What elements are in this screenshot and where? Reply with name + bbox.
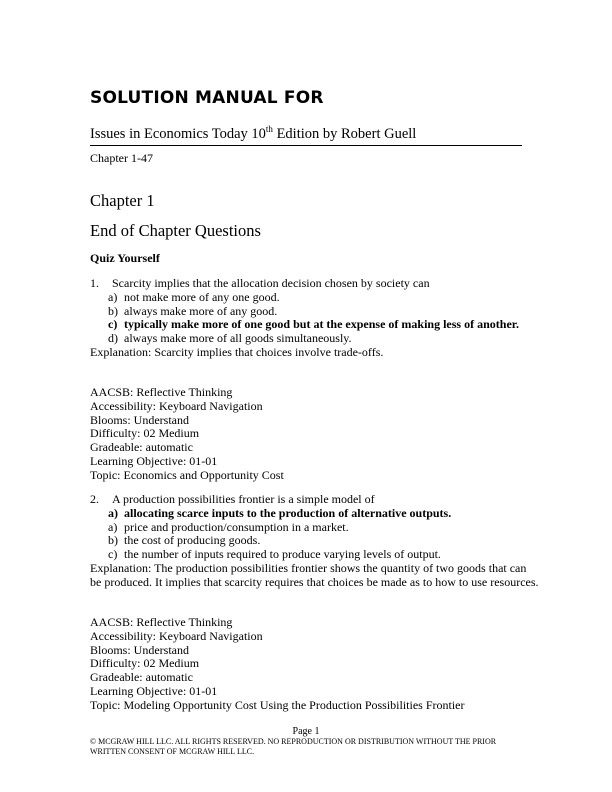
option-letter: a)	[108, 505, 118, 520]
option-text: typically make more of one good but at the expense of making less of another.	[124, 317, 519, 332]
meta-line: Accessibility: Keyboard Navigation	[90, 628, 263, 643]
meta-line: Difficulty: 02 Medium	[90, 426, 200, 441]
question-2-metadata	[90, 616, 540, 713]
question-number: 1.	[90, 276, 99, 290]
option-letter: b)	[108, 303, 118, 318]
option-text: the cost of producing goods.	[124, 533, 261, 548]
option-letter: b)	[108, 533, 118, 548]
question-1-metadata	[90, 386, 540, 483]
answer-option	[90, 291, 540, 305]
option-text: always make more of any good.	[124, 303, 278, 318]
answer-options	[90, 507, 540, 562]
question-2	[90, 493, 540, 590]
answer-option-correct	[90, 318, 540, 332]
answer-option-correct	[90, 507, 540, 521]
quiz-heading: Quiz Yourself	[90, 251, 160, 265]
option-letter: c)	[108, 317, 118, 332]
section-heading: End of Chapter Questions	[90, 221, 261, 240]
meta-line: Blooms: Understand	[90, 412, 189, 427]
meta-line: AACSB: Reflective Thinking	[90, 385, 233, 399]
meta-line: Gradeable: automatic	[90, 670, 193, 685]
chapters-range: Chapter 1-47	[90, 151, 153, 165]
meta-line: Learning Objective: 01-01	[90, 453, 218, 468]
option-letter: c)	[108, 547, 118, 562]
answer-option	[90, 548, 540, 562]
meta-line: Accessibility: Keyboard Navigation	[90, 398, 263, 413]
option-letter: a)	[108, 289, 118, 304]
answer-option	[90, 332, 540, 346]
meta-line: Blooms: Understand	[90, 642, 189, 657]
copyright-notice: © MCGRAW HILL LLC. ALL RIGHTS RESERVED. NO REPRODUCTION OR DISTRIBUTION WITHOUT THE PRIOR WRITTEN CONSENT OF MCGRAW HILL LLC.	[90, 737, 497, 756]
document-title: SOLUTION MANUAL FOR	[90, 88, 324, 108]
book-title-superscript: th	[265, 124, 273, 134]
option-text: allocating scarce inputs to the production of alternative outputs.	[124, 505, 452, 520]
meta-line: Gradeable: automatic	[90, 440, 193, 455]
answer-option	[90, 534, 540, 548]
chapter-heading: Chapter 1	[90, 191, 155, 210]
option-text: the number of inputs required to produce varying levels of output.	[124, 547, 441, 562]
meta-line: Learning Objective: 01-01	[90, 683, 218, 698]
question-1	[90, 277, 540, 360]
question-number: 2.	[90, 492, 99, 506]
meta-line: Topic: Economics and Opportunity Cost	[90, 467, 284, 482]
explanation: Explanation: Scarcity implies that choices involve trade-offs.	[90, 344, 384, 359]
meta-line: AACSB: Reflective Thinking	[90, 615, 233, 629]
question-stem	[90, 493, 540, 507]
option-text: not make more of any one good.	[124, 289, 280, 304]
option-letter: d)	[108, 331, 118, 346]
book-title-line	[90, 121, 522, 146]
option-text: price and production/consumption in a market.	[124, 519, 349, 534]
explanation: Explanation: The production possibilities frontier shows the quantity of two goods that can be produced. It implies that scarcity requires that choices be made as to how to use resources.	[90, 560, 539, 589]
page-number: Page 1	[292, 726, 320, 737]
book-title-prefix: Issues in Economics Today 10	[90, 125, 266, 142]
answer-options	[90, 291, 540, 346]
question-text: A production possibilities frontier is a simple model of	[112, 492, 375, 506]
answer-option	[90, 305, 540, 319]
meta-line: Topic: Modeling Opportunity Cost Using the Production Possibilities Frontier	[90, 697, 465, 712]
answer-option	[90, 521, 540, 535]
question-stem	[90, 277, 540, 291]
meta-line: Difficulty: 02 Medium	[90, 656, 200, 671]
book-title-suffix: Edition by Robert Guell	[272, 125, 417, 142]
option-letter: a)	[108, 519, 118, 534]
question-text: Scarcity implies that the allocation decision chosen by society can	[112, 276, 430, 290]
option-text: always make more of all goods simultaneously.	[124, 331, 352, 346]
